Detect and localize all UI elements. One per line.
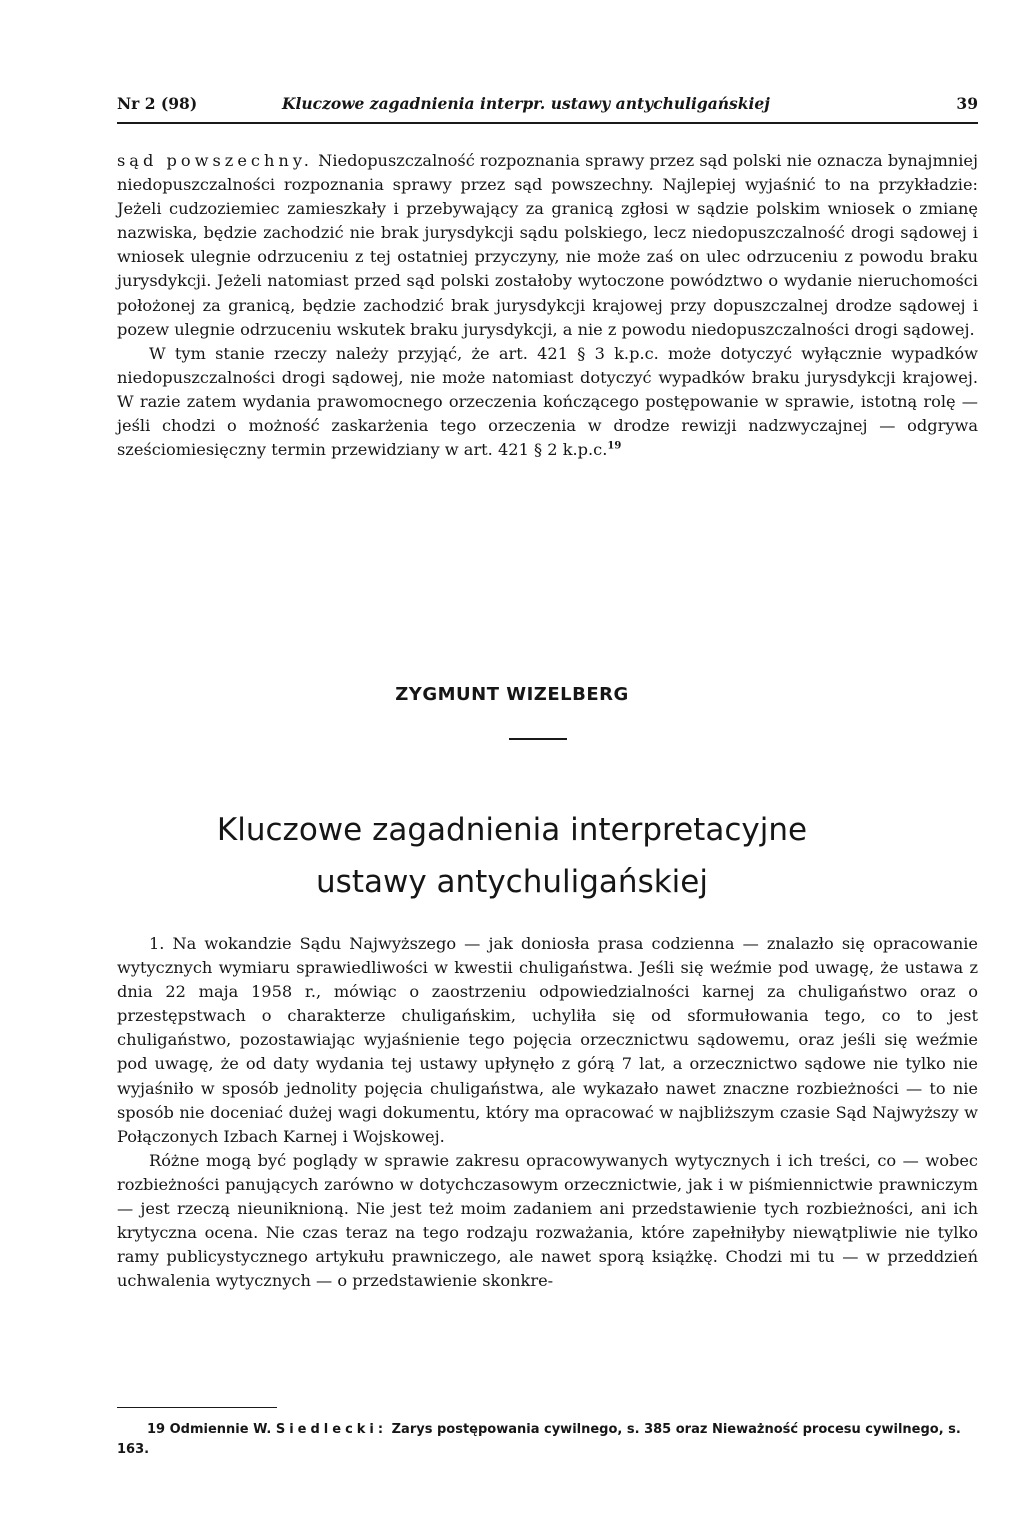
author-divider: [509, 738, 567, 740]
paragraph: [117, 149, 978, 342]
article-title: [0, 804, 1024, 908]
spaced-term: sąd powszechny.: [117, 151, 313, 170]
spaced-author: Siedlecki:: [275, 1422, 388, 1437]
footnote-text-part: Odmiennie W.: [165, 1422, 276, 1437]
paragraph-text: W tym stanie rzeczy należy przyjąć, że art. 421 § 3 k.p.c. może dotyczyć wyłącznie wypadków niedopuszczalności drogi sądowej, nie może natomiast dotyczyć wypadków braku jurysdykcji krajowej. W razie zatem wydania prawomocnego orzeczenia kończącego postępowanie w sprawie, istotną rolę — jeśli chodzi o możność zaskarżenia tego orzeczenia w drodze rewizji nadzwyczajnej — odgrywa sześciomiesięczny termin przewidziany w art. 421 § 2 k.p.c.: [117, 343, 978, 460]
footnote-number: 19: [147, 1422, 166, 1437]
paragraph-text: Niedopuszczalność rozpoznania sprawy przez sąd polski nie oznacza bynajmniej niedopuszczalności rozpoznania sprawy przez sąd powszechny. Najlepiej wyjaśnić to na przykładzie: Jeżeli cudzoziemiec zamieszkały i przebywający za granicą zgłosi w sądzie polskim wniosek o zmianę nazwiska, będzie zachodzić nie brak jurysdykcji sądu polskiego, lecz niedopuszczalność drogi sądowej i wniosek ulegnie odrzuceniu z tej ostatniej przyczyny, nie może zaś on ulec odrzuceniu z powodu braku jurysdykcji. Jeżeli natomiast przed sąd polski zostałoby wytoczone powództwo o wydanie nieruchomości położonej za granicą, będzie zachodzić brak jurysdykcji krajowej przy dopuszczalnej drodze sądowej i pozew ulegnie odrzuceniu wskutek braku jurysdykcji, a nie z powodu niedopuszczalności drogi sądowej.: [117, 151, 978, 339]
running-head: [117, 90, 978, 122]
footnote-ref: 19: [607, 440, 622, 452]
paragraph: Różne mogą być poglądy w sprawie zakresu opracowywanych wytycznych i ich treści, co — wobec rozbieżności panujących zarówno w dotychczasowym orzecznictwie, jak i w piśmiennictwie prawniczym — jest rzeczą nieuniknioną. Nie jest też moim zadaniem ani przedstawienie tych rozbieżności, ani ich krytyczna ocena. Nie czas teraz na tego rodzaju rozważania, które zapełniłyby niewątpliwie nie tylko ramy publicystycznego artykułu prawniczego, ale nawet sporą książkę. Chodzi mi tu — w przeddzień uchwalenia wytycznych — o przedstawienie skonkre-: [117, 1150, 978, 1291]
title-line: ustawy antychuligańskiej: [316, 864, 708, 900]
title-line: Kluczowe zagadnienia interpretacyjne: [216, 812, 808, 848]
footnote-rule: [117, 1407, 277, 1408]
continued-text: [117, 149, 978, 462]
running-title: Kluczowe zagadnienia interpr. ustawy antychuligańskiej: [282, 94, 770, 113]
issue-number: Nr 2 (98): [117, 94, 198, 113]
footnote-text-part: Zarys postępowania cywilnego, s. 385 oraz Nieważność procesu cywilnego, s. 163.: [117, 1422, 961, 1457]
article-author: ZYGMUNT WIZELBERG: [395, 684, 629, 705]
page-number: 39: [956, 94, 978, 113]
header-rule: [117, 122, 978, 124]
paragraph: 1. Na wokandzie Sądu Najwyższego — jak doniosła prasa codzienna — znalazło się opracowanie wytycznych wymiaru sprawiedliwości w kwestii chuligaństwa. Jeśli się weźmie pod uwagę, że ustawa z dnia 22 maja 1958 r., mówiąc o zaostrzeniu odpowiedzialności karnej za chuligaństwo oraz o przestępstwach o charakterze chuligańskim, uchyliła się od sformułowania tego, co to jest chuligaństwo, pozostawiając wyjaśnienie tego pojęcia orzecznictwu sądowemu, oraz jeśli się weźmie pod uwagę, że od daty wydania tej ustawy upłynęło z górą 7 lat, a orzecznictwo sądowe nie tylko nie wyjaśniło w sposób jednolity pojęcia chuligaństwa, ale wykazało nawet znaczne rozbieżności — to nie sposób nie doceniać dużej wagi dokumentu, który ma opracować w najbliższym czasie Sąd Najwyższy w Połączonych Izbach Karnej i Wojskowej.: [117, 934, 978, 1146]
footnote-text: [117, 1420, 978, 1460]
paragraph: [117, 342, 978, 462]
article-body: [117, 932, 978, 1293]
footnote: [117, 1420, 978, 1460]
